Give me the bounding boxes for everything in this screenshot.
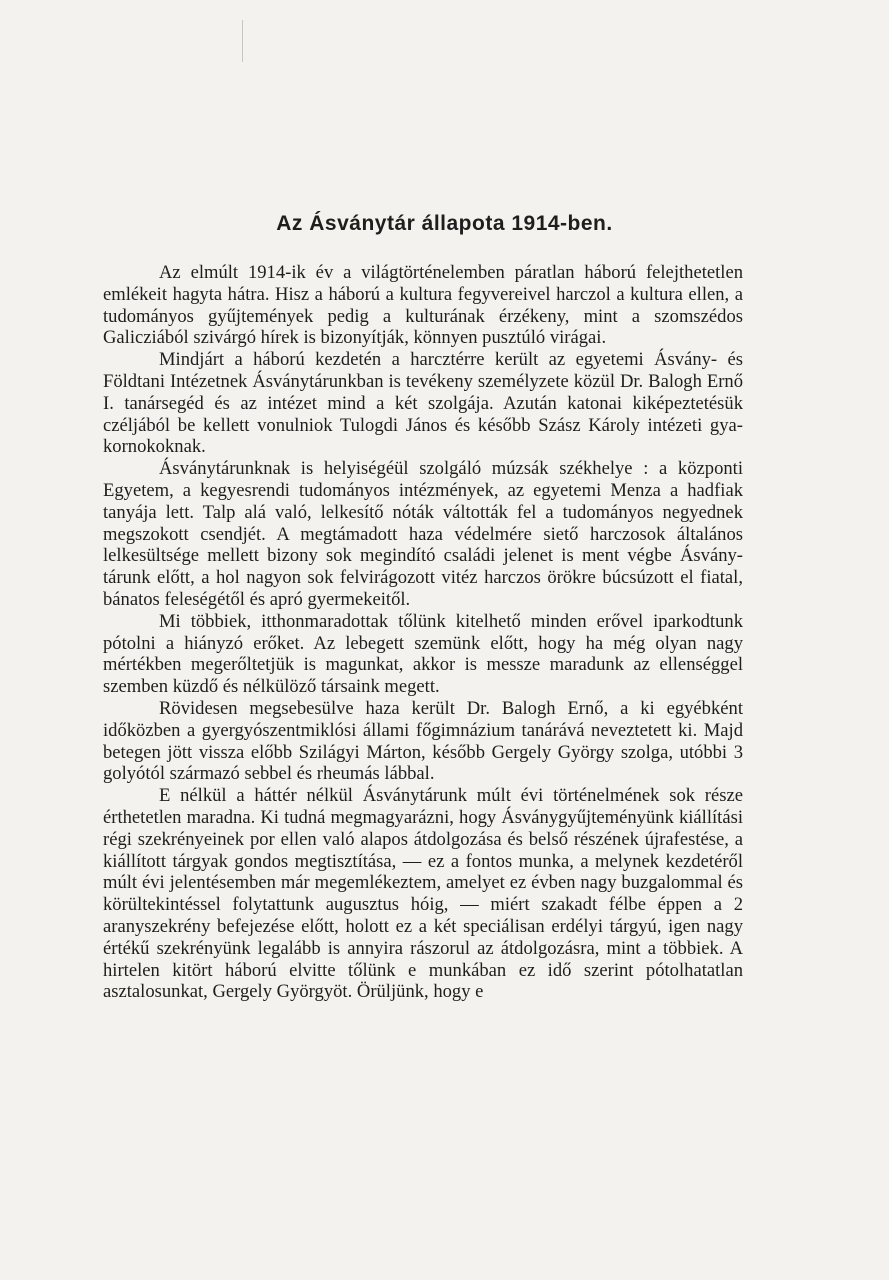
paragraph-3: Ásványtárunknak is helyiségéül szolgáló múzsák székhelye : a központi Egyetem, a kegyesrendi tudományos intézmények, az egyetemi Menza a hadfiak tanyája lett. Talp alá való, lelkesítő nóták váltották fel a tudományos negyednek megszokott csendjét. A megtámadott haza védelmére siető harczosok általános lelkesültsége mellett bizony sok megindító családi jelenet is ment végbe Ásványtárunk előtt, a hol nagyon sok felvirágozott vitéz harczos örökre búcsúzott el fiatal, bánatos feleségétől és apró gyermekeitől.: [103, 458, 743, 610]
page-title: Az Ásványtár állapota 1914-ben.: [276, 212, 613, 235]
paragraph-4: Mi többiek, itthonmaradottak tőlünk kitelhető minden erővel iparkodtunk pótolni a hiányzó erőket. Az lebegett szemünk előtt, hogy ha még olyan nagy mértékben megerőltetjük is magunkat, akkor is messze maradunk az ellenséggel szemben küzdő és nélkülöző társaink megett.: [103, 610, 743, 698]
paragraph-5: Rövidesen megsebesülve haza került Dr. Balogh Ernő, a ki egyébként időközben a gyergyószentmiklósi állami főgimnázium tanárává neveztetett ki. Majd betegen jött vissza előbb Szilágyi Márton, később Gergely György szolga, utóbbi 3 golyótól származó sebbel és rheumás lábbal.: [103, 697, 743, 785]
paragraph-1: Az elmúlt 1914-ik év a világtörténelemben páratlan háború felejthetetlen emlékeit hagyta hátra. Hisz a háború a kultura fegyvereivel harczol a kultura ellen, a tudományos gyűjtemények pedig a kulturának érzékeny, mint a szomszédos Galicziából szivárgó hírek is bizonyítják, könnyen pusztúló virágai.: [103, 262, 743, 349]
paragraph-2: Mindjárt a háború kezdetén a harcztérre került az egyetemi Ásvány- és Földtani Intézetnek Ásványtárunkban is tevékeny személyzete közül Dr. Balogh Ernő I. tanársegéd és az intézet mind a két szolgája. Azután katonai kiképeztetésük czéljából be kellett vonulniok Tulogdi János és később Szász Károly intézeti gyakornokoknak.: [103, 349, 743, 458]
body-text: [103, 262, 743, 1003]
paragraph-6: E nélkül a háttér nélkül Ásványtárunk múlt évi történelmének sok része érthetetlen maradna. Ki tudná megmagyarázni, hogy Ásványgyűjteményünk kiállítási régi szekrényeinek por ellen való alapos átdolgozása és belső részének újrafestése, a kiállított tárgyak gondos megtisztítása, — ez a fontos munka, a melynek kezdetéről múlt évi jelentésemben már megemlékeztem, amelyet ez évben nagy buzgalommal és körültekintéssel folytattunk augusztus hóig, — miért szakadt félbe éppen a 2 aranyszekrény befejezése előtt, holott ez a két speciálisan erdélyi tárgyú, igen nagy értékű szekrényünk legalább is annyira rászorul az átdolgozásra, mint a többiek. A hirtelen kitört háború elvitte tőlünk e munkában ez idő szerint pótolhatatlan asztalosunkat, Gergely Györgyöt. Örüljünk, hogy e: [103, 785, 743, 1003]
scan-mark: [242, 20, 243, 62]
